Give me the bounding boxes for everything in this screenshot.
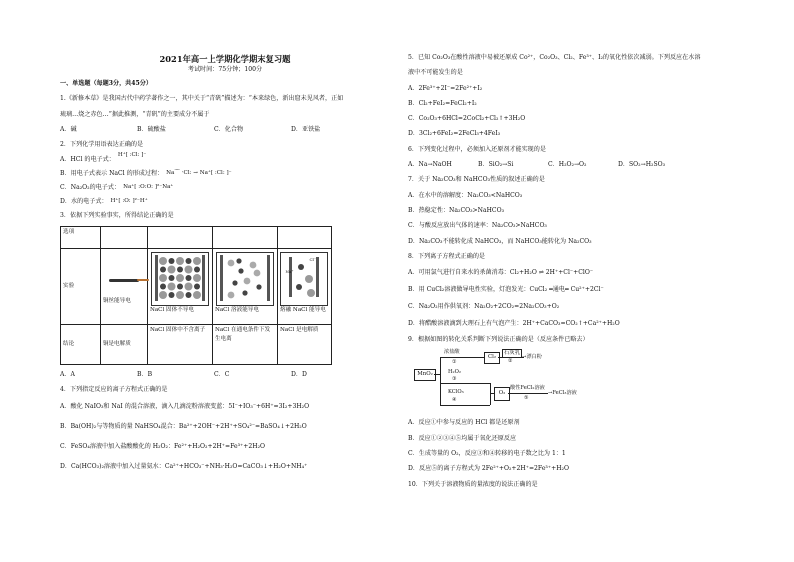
option-c[interactable]: C．与酸反应放出气体的速率：Na₂CO₃>NaHCO₃ (408, 222, 547, 230)
arrow-line (440, 357, 484, 358)
ion-particle (194, 266, 200, 272)
reagent-label: H₂O₂ (448, 369, 461, 376)
question-stem: 10．下列关于溶液物质的量浓度的说法正确的是 (408, 480, 538, 488)
question-4 (60, 382, 390, 477)
option-b[interactable]: B．SiO₂→Si (478, 161, 514, 169)
option-d[interactable]: D．D (291, 370, 307, 378)
option-d[interactable]: D．Ca(HCO₃)₂溶液中加入过量氨水：Ca²⁺+HCO₃⁻+NH₃·H₂O=CaCO₃↓+H₂O+NH₄⁺ (60, 463, 308, 471)
question-8 (408, 249, 768, 332)
arrow-line (440, 405, 490, 406)
option-a[interactable]: A．可用氯气进行自来水的杀菌消毒：Cl₂+H₂O ⇌ 2H⁺+Cl⁻+ClO⁻ (408, 269, 594, 277)
ion-particle (256, 284, 261, 289)
option-a[interactable]: A．碱 (60, 125, 77, 133)
electron-formula: Na⌒ ·Cl: → Na⁺[ :Cl: ]⁻ (166, 169, 232, 176)
ion-particle (193, 291, 201, 299)
option-row (60, 122, 390, 137)
question-stem: 1.《新修本草》是我国古代中药学著作之一，其中关于“青矾”描述为：“本来绿色，新出窟未见风者，正如 (60, 95, 344, 103)
option-label: D．水的电子式： (60, 197, 108, 205)
electron-formula: H⁺[ :O: ]²⁻H⁺ (110, 197, 148, 204)
option-c[interactable]: C．H₂O₂→O₂ (548, 161, 587, 169)
option-b[interactable]: B．热稳定性：Na₂CO₃>NaHCO₃ (408, 206, 505, 214)
ion-particle (250, 261, 257, 268)
table-cell: 铜是电解质 (100, 324, 147, 364)
branch-line (440, 357, 441, 405)
electrode (220, 255, 223, 301)
option-b[interactable]: B．硫酸盐 (137, 125, 166, 133)
question-stem: 8．下列离子方程式正确的是 (408, 252, 486, 260)
cl2-box: Cl₂ (484, 352, 500, 364)
ion-particle (176, 274, 184, 282)
solid-nacl-illustration (151, 252, 209, 306)
electron-formula: Na⁺[ :O:O: ]²⁻Na⁺ (123, 183, 174, 190)
step-number: ⑤ (524, 395, 529, 402)
step-number: ④ (452, 397, 457, 404)
ion-particle (177, 266, 183, 272)
question-2 (60, 137, 390, 208)
table-cell (212, 248, 277, 324)
experiment-caption: 熔融 NaCl 能导电 (279, 306, 326, 313)
option-d[interactable]: D．反应⑤的离子方程式为 2Fe²⁺+O₂+2H⁺=2Fe³⁺+H₂O (408, 465, 569, 473)
table-cell (147, 226, 212, 248)
option-c[interactable]: C．C (214, 370, 230, 378)
ion-particle (184, 265, 192, 273)
question-stem: 6．下列变化过程中，必须加入还原剂才能实现的是 (408, 145, 546, 153)
option-b[interactable]: B．反应①②③④⑤均属于氧化还原反应 (408, 434, 517, 442)
lattice-diagram (152, 253, 208, 305)
table-cell: NaCl 固体中不含离子 (147, 324, 212, 364)
copper-wire-illustration (103, 267, 145, 297)
ion-particle (184, 282, 192, 290)
experiment-caption: 铜丝能导电 (102, 297, 131, 304)
question-stem: 琉璃…烧之赤色…”据此推测，“青矾”的主要成分不属于 (60, 110, 210, 118)
question-7 (408, 172, 768, 248)
electrode (202, 255, 205, 301)
reagent-label: 浓盐酸 (444, 349, 460, 356)
right-column (408, 50, 768, 492)
ion-particle (159, 274, 167, 282)
option-d[interactable]: D．SO₂→H₂SO₃ (618, 161, 666, 169)
option-label: C．Na₂O₂的电子式： (60, 183, 121, 191)
ion-particle (238, 268, 243, 273)
ion-particle (185, 258, 191, 264)
table-cell (212, 226, 277, 248)
solution-diagram (217, 253, 273, 305)
table-cell: NaCl 在通电条件下发生电离 (212, 324, 277, 364)
step-number: ② (508, 358, 513, 365)
question-3 (60, 208, 390, 382)
ion-particle (168, 258, 174, 264)
step-number: ③ (452, 376, 457, 383)
option-row (408, 157, 768, 172)
ion-particle (185, 275, 191, 281)
ion-label: Na⁺ (285, 268, 294, 274)
question-9 (408, 332, 768, 476)
arrow-line (490, 393, 494, 394)
question-stem: 2．下列化学用语表达正确的是 (60, 141, 144, 149)
experiment-caption: NaCl 固体不导电 (149, 306, 194, 313)
option-c[interactable]: C．Co₂O₃+6HCl=2CoCl₂+Cl₂↑+3H₂O (408, 115, 526, 123)
option-c[interactable] (60, 180, 390, 194)
option-d[interactable]: D．亚铁盐 (291, 125, 321, 133)
table-cell (100, 248, 147, 324)
question-stem: 4．下列指定反应的离子方程式正确的是 (60, 386, 168, 394)
ion-particle (177, 283, 183, 289)
table-header-cell: 选项 (61, 226, 101, 248)
ion-particle (228, 291, 235, 298)
ion-particle (176, 291, 184, 299)
conversion-diagram (414, 349, 734, 411)
option-b[interactable]: B．Ba(OH)₂与等物质的量 NaHSO₄混合：Ba²⁺+2OH⁻+2H⁺+SO₄²⁻=BaSO₄↓+2H₂O (60, 423, 307, 431)
solution-nacl-illustration (216, 252, 274, 306)
molten-nacl-illustration (280, 252, 328, 306)
table-cell (277, 248, 331, 324)
table-cell (277, 226, 331, 248)
ion-particle (167, 282, 175, 290)
table-cell: NaCl 是电解质 (277, 324, 331, 364)
option-label: A．HCl 的电子式： (60, 155, 115, 163)
question-stem: 5．已知 Co₂O₃在酸性溶液中易被还原成 Co²⁺，Co₂O₃、Cl₂、Fe³⁺、I₂的氧化性依次减弱。下列反应在水溶 (408, 54, 701, 61)
option-c[interactable]: C．生成等量的 O₂，反应③和④转移的电子数之比为 1：1 (408, 450, 566, 458)
table-cell (147, 248, 212, 324)
page-title: 2021年高一上学期化学期末复习题 (159, 54, 291, 64)
option-d[interactable] (60, 194, 390, 208)
molten-diagram (281, 253, 327, 305)
left-column (60, 0, 390, 477)
electrode (155, 255, 158, 301)
lime-box: 石灰乳 (503, 350, 521, 357)
section-heading: 一、单选题（每题3分，共45分） (60, 80, 152, 87)
ion-particle (193, 257, 201, 265)
ion-particle (168, 275, 174, 281)
electron-formula: H⁺[ :Cl: ]⁻ (117, 151, 147, 158)
ion-particle (185, 292, 191, 298)
ion-label: Cl⁻ (309, 256, 316, 262)
table-header-cell: 实验 (61, 248, 101, 324)
option-b[interactable]: B．用 CuCl₂溶液做导电性实验，灯泡发光：CuCl₂ ═通电═ Cu²⁺+2Cl⁻ (408, 286, 604, 294)
ion-particle (232, 280, 237, 285)
option-c[interactable]: C．FeSO₄溶液中加入盐酸酸化的 H₂O₂：Fe²⁺+H₂O₂+2H⁺=Fe³⁺+2H₂O (60, 443, 266, 451)
ion-particle (242, 290, 247, 295)
option-label: B．用电子式表示 NaCl 的形成过程： (60, 169, 164, 177)
ion-particle (160, 266, 166, 272)
o2-box: O₂ (494, 387, 510, 401)
ion-particle (167, 265, 175, 273)
table-cell (100, 226, 147, 248)
ion-particle (159, 291, 167, 299)
option-row (60, 367, 390, 382)
merge-line (490, 383, 491, 405)
ion-particle (159, 257, 167, 265)
question-6 (408, 142, 768, 173)
option-a[interactable]: A．酸化 NaIO₃和 NaI 的混合溶液，滴入几滴淀粉溶液变蓝：5I⁻+IO₃⁻+6H⁺=3I₂+3H₂O (60, 403, 310, 411)
experiment-caption: NaCl 溶液能导电 (214, 306, 259, 313)
exam-time: 考试时间：75分钟；100分 (187, 66, 263, 73)
question-stem: 7．关于 Na₂CO₃和 NaHCO₃性质的叙述正确的是 (408, 176, 545, 184)
ion-particle (194, 283, 200, 289)
ion-particle (228, 259, 235, 266)
ion-particle (193, 274, 201, 282)
ion-particle (254, 269, 261, 276)
option-d[interactable]: D．将醋酸溶液滴到大理石上有气泡产生：2H⁺+CaCO₃=CO₂↑+Ca²⁺+H₂O (408, 320, 620, 328)
option-d[interactable]: D．Na₂CO₃不能转化成 NaHCO₃，而 NaHCO₃能转化为 Na₂CO₃ (408, 237, 592, 245)
question-1 (60, 91, 390, 137)
option-a[interactable]: A．在水中的溶解度：Na₂CO₃<NaHCO₃ (408, 191, 523, 199)
question-10 (408, 477, 768, 492)
question-5 (408, 50, 768, 142)
arrow-line (508, 393, 548, 394)
electrode (267, 255, 270, 301)
option-b[interactable]: B．Cl₂+FeI₂=FeCl₂+I₂ (408, 99, 477, 107)
option-a[interactable]: A．Na→NaOH (408, 161, 452, 169)
option-c[interactable]: C．Na₂O₂用作供氧剂：Na₂O₂+2CO₂=2Na₂CO₃+O₂ (408, 303, 560, 311)
option-c[interactable]: C．化合物 (214, 125, 244, 133)
reagent-label: KClO₃ (448, 389, 464, 396)
ion-particle (160, 283, 166, 289)
question-stem: 液中不可能发生的是 (408, 69, 463, 77)
option-d[interactable]: D．3Cl₂+6FeI₂=2FeCl₃+4FeI₃ (408, 130, 501, 138)
step-number: ① (452, 359, 457, 366)
option-a[interactable]: A．2Fe³⁺+2I⁻=2Fe²⁺+I₂ (408, 84, 483, 92)
option-a[interactable] (60, 152, 390, 166)
ion-particle (168, 292, 174, 298)
product-label: →FeCl₃溶液 (548, 390, 577, 397)
table-header-cell: 结论 (61, 324, 101, 364)
mno2-box: MnO₂ (414, 369, 436, 381)
experiment-table (60, 226, 332, 365)
option-a[interactable]: A．A (60, 370, 75, 378)
question-stem: 3．依据下列实验事实，所得结论正确的是 (60, 212, 174, 220)
arrow-line (440, 383, 490, 384)
question-stem: 9．根据如图的转化关系判断下列说法正确的是（反应条件已略去） (408, 336, 589, 344)
ion-particle (236, 258, 241, 263)
option-b[interactable]: B．B (137, 370, 153, 378)
ion-particle (244, 277, 251, 284)
reagent-label: 酸性FeCl₂溶液 (510, 385, 545, 392)
ion-particle (176, 257, 184, 265)
product-label: →漂白粉 (522, 354, 542, 361)
option-b[interactable] (60, 166, 390, 180)
option-a[interactable]: A．反应①中参与反应的 HCl 都是还原剂 (408, 419, 520, 427)
